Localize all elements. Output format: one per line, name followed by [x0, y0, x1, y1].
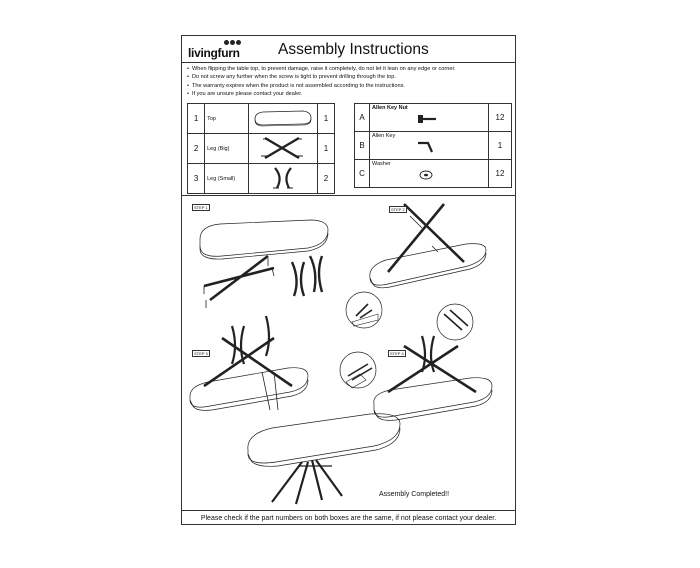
part-image-cell: [248, 104, 317, 134]
hardware-letter: C: [355, 160, 370, 188]
part-qty: 2: [317, 164, 334, 194]
hardware-cell: [370, 160, 489, 188]
table-top-icon: [251, 107, 315, 129]
assembly-diagram: [182, 196, 515, 509]
warning-notes: [187, 65, 512, 99]
allen-key-icon: [370, 140, 482, 154]
part-qty: 1: [317, 104, 334, 134]
step-3-label: STEP 3: [194, 351, 208, 356]
note-item: • The warranty expires when the product is not assembled according to the instructions.: [187, 82, 512, 90]
table-row: [188, 164, 335, 194]
hardware-cell: [370, 104, 489, 132]
step-1-label: STEP 1: [194, 205, 208, 210]
note-item: • When flipping the table top, to prevent damage, raise it completely, do not let it lean on any edge or corner.: [187, 65, 512, 73]
part-qty: 1: [317, 134, 334, 164]
part-image-cell: [248, 134, 317, 164]
hardware-qty: 12: [489, 160, 512, 188]
hardware-name: Allen Key Nut: [372, 105, 408, 111]
hardware-name: Allen Key: [372, 133, 396, 139]
hardware-qty: 1: [489, 132, 512, 160]
part-number: 3: [188, 164, 205, 194]
hardware-name: Washer: [372, 161, 391, 167]
hardware-letter: B: [355, 132, 370, 160]
note-item: • If you are unsure please contact your dealer.: [187, 90, 512, 98]
hardware-cell: [370, 132, 489, 160]
header: [182, 36, 515, 63]
table-row: [188, 134, 335, 164]
washer-icon: [370, 168, 482, 182]
big-leg-icon: [251, 135, 315, 161]
table-row: [355, 160, 512, 188]
instruction-sheet: [181, 35, 516, 525]
hardware-table: [354, 103, 512, 188]
assembly-illustration: [182, 196, 515, 509]
hardware-letter: A: [355, 104, 370, 132]
allen-key-nut-icon: [370, 112, 482, 126]
note-item: • Do not screw any further when the screw is tight to prevent drilling through the top.: [187, 73, 512, 81]
part-image-cell: [248, 164, 317, 194]
step-4-label: STEP 4: [390, 351, 404, 356]
parts-table: [187, 103, 335, 194]
part-label: Leg (Small): [205, 164, 249, 194]
page-title: Assembly Instructions: [278, 41, 429, 58]
completion-text: Assembly Completed!!: [379, 491, 450, 498]
small-leg-icon: [251, 165, 315, 191]
part-number: 1: [188, 104, 205, 134]
part-label: Leg (Big): [205, 134, 249, 164]
brand-logo: livingfurn: [188, 46, 240, 60]
table-row: [188, 104, 335, 134]
table-row: [355, 132, 512, 160]
step-2-label: STEP 2: [391, 207, 405, 212]
part-number: 2: [188, 134, 205, 164]
part-label: Top: [205, 104, 249, 134]
table-row: [355, 104, 512, 132]
brand-logo-dots: [224, 40, 241, 45]
hardware-qty: 12: [489, 104, 512, 132]
footer-notice: Please check if the part numbers on both boxes are the same, if not please contact your dealer.: [182, 510, 515, 526]
